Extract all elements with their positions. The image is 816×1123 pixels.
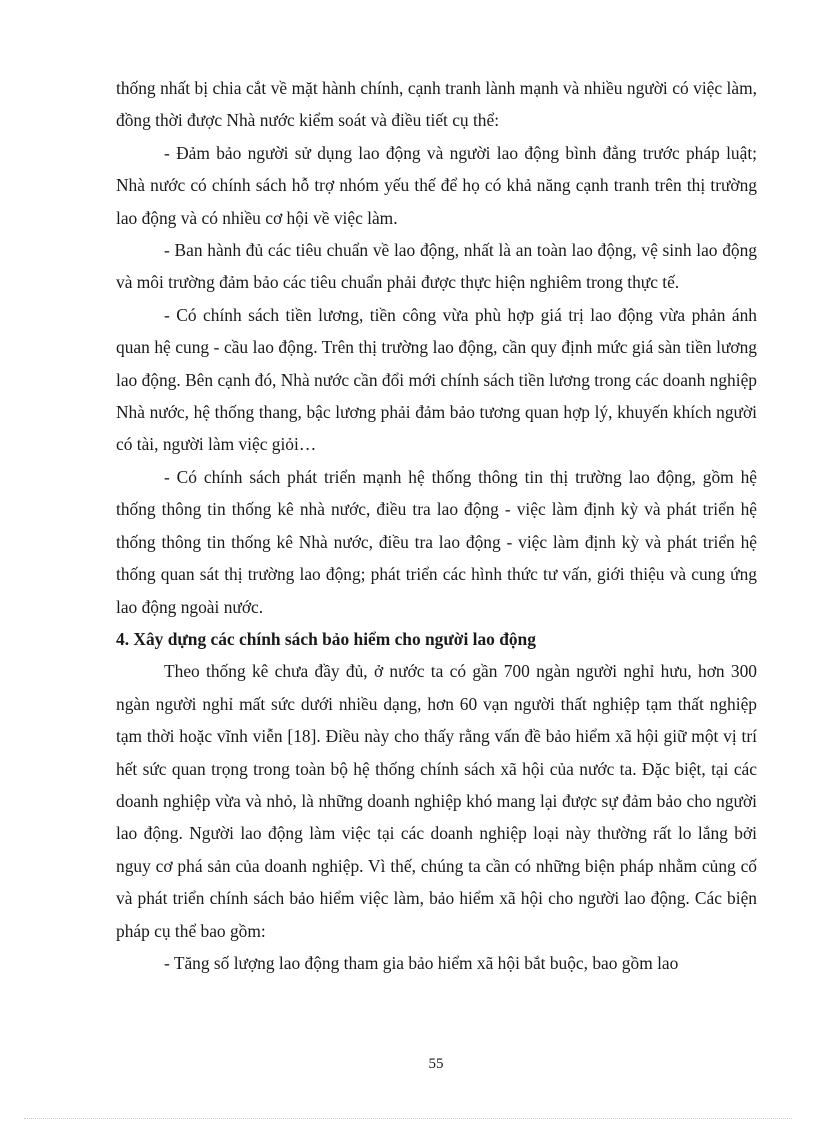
page-number: 55 [428,1056,444,1072]
bullet-paragraph-insurance: - Tăng số lượng lao động tham gia bảo hiểm xã hội bắt buộc, bao gồm lao [164,952,679,973]
bullet-paragraph-information-system: - Có chính sách phát triển mạnh hệ thống thông tin thị trường lao động, gồm hệ thống thông tin thống kê nhà nước, điều tra lao động - việc làm định kỳ và phát triển hệ thống thông tin thống kê Nhà nước, điều tra lao động - việc làm định kỳ và phát triển hệ thống quan sát thị trường lao động; phát triển các hình thức tư vấn, giới thiệu và cung ứng lao động ngoài nước. [116,466,757,617]
section-heading: 4. Xây dựng các chính sách bảo hiểm cho người lao động [116,628,536,649]
bullet-paragraph-wages: - Có chính sách tiền lương, tiền công vừa phù hợp giá trị lao động vừa phản ánh quan hệ cung - cầu lao động. Trên thị trường lao động, cần quy định mức giá sàn tiền lương lao động. Bên cạnh đó, Nhà nước cần đổi mới chính sách tiền lương trong các doanh nghiệp Nhà nước, hệ thống thang, bậc lương phải đảm bảo tương quan hợp lý, khuyến khích người có tài, người làm việc giỏi… [116,304,757,455]
body-paragraph: thống nhất bị chia cắt về mặt hành chính, cạnh tranh lành mạnh và nhiều người có việc làm, đồng thời được Nhà nước kiểm soát và điều tiết cụ thể: [116,78,757,131]
section-paragraph-statistics: Theo thống kê chưa đầy đủ, ở nước ta có gần 700 ngàn người nghỉ hưu, hơn 300 ngàn người nghỉ mất sức dưới nhiều dạng, hơn 60 vạn người thất nghiệp tạm thất nghiệp tạm thời hoặc vĩnh viễn [18]. Điều này cho thấy rằng vấn đề bảo hiểm xã hội giữ một vị trí hết sức quan trọng trong toàn bộ hệ thống chính sách xã hội của nước ta. Đặc biệt, tại các doanh nghiệp vừa và nhỏ, là những doanh nghiệp khó mang lại được sự đảm bảo cho người lao động. Người lao động làm việc tại các doanh nghiệp loại này thường rất lo lắng bởi nguy cơ phá sản của doanh nghiệp. Vì thế, chúng ta cần có những biện pháp nhằm củng cố và phát triển chính sách bảo hiểm việc làm, bảo hiểm xã hội cho người lao động. Các biện pháp cụ thể bao gồm: [116,661,757,941]
document-page [116,72,757,979]
page-bottom-divider [24,1118,792,1119]
bullet-paragraph-equality: - Đảm bảo người sử dụng lao động và người lao động bình đẳng trước pháp luật; Nhà nước có chính sách hỗ trợ nhóm yếu thế để họ có khả năng cạnh tranh trên thị trường lao động và có nhiều cơ hội về việc làm. [116,142,757,228]
bullet-paragraph-standards: - Ban hành đủ các tiêu chuẩn về lao động, nhất là an toàn lao động, vệ sinh lao động và môi trường đảm bảo các tiêu chuẩn phải được thực hiện nghiêm trong thực tế. [116,240,757,293]
